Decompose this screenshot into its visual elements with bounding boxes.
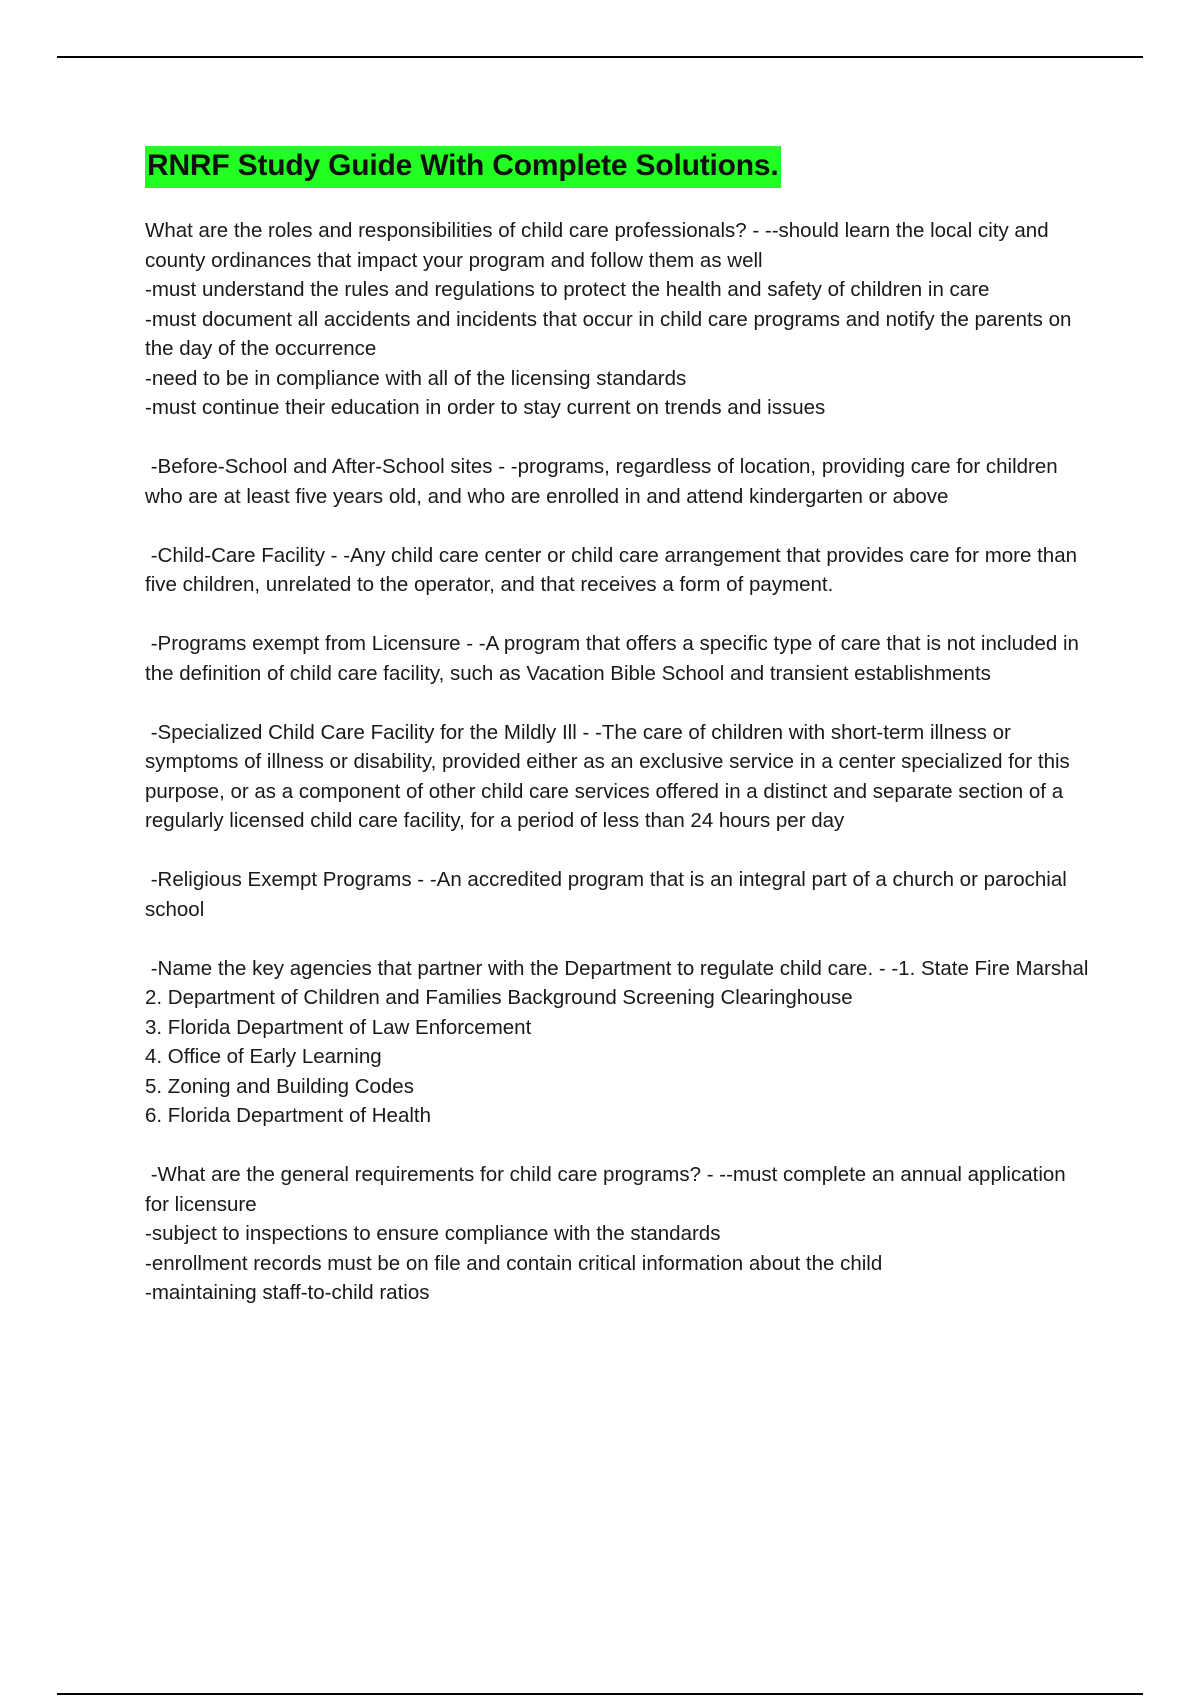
qa-block-exempt-programs: [145, 629, 1095, 688]
text-line: -must continue their education in order to stay current on trends and issues: [145, 396, 826, 419]
qa-block-general-requirements: [145, 1160, 1095, 1308]
list-item: 3. Florida Department of Law Enforcement: [145, 1015, 532, 1039]
text-line: -must document all accidents and incidents that occur in child care programs and notify the parents on the day of the occurrence: [145, 307, 1078, 360]
text-line: -Religious Exempt Programs - -An accredited program that is an integral part of a church or parochial school: [145, 868, 1073, 921]
text-line: -need to be in compliance with all of the licensing standards: [145, 366, 687, 390]
qa-block-mildly-ill: [145, 718, 1095, 836]
text-line: What are the roles and responsibilities of child care professionals? - --should learn the local city and county ordinances that impact your program and follow them as well: [145, 219, 1055, 272]
text-line: -maintaining staff-to-child ratios: [145, 1281, 430, 1304]
list-item: 2. Department of Children and Families Background Screening Clearinghouse: [145, 986, 853, 1009]
qa-block-before-after-school: [145, 452, 1095, 511]
text-line: -Programs exempt from Licensure - -A program that offers a specific type of care that is not included in the definition of child care facility, such as Vacation Bible School and transient establishments: [145, 632, 1085, 685]
text-line: -Name the key agencies that partner with the Department to regulate child care. - -1. State Fire Marshal: [145, 956, 1089, 980]
text-line: -Before-School and After-School sites - -programs, regardless of location, providing care for children who are at least five years old, and who are enrolled in and attend kindergarten or above: [145, 455, 1064, 508]
top-rule: [57, 56, 1143, 58]
qa-block-key-agencies: [145, 954, 1095, 1131]
list-item: 5. Zoning and Building Codes: [145, 1074, 414, 1098]
list-item: 4. Office of Early Learning: [145, 1045, 382, 1068]
bottom-rule: [57, 1693, 1143, 1695]
qa-block-religious-exempt: [145, 865, 1095, 924]
list-item: 6. Florida Department of Health: [145, 1104, 431, 1127]
text-line: -subject to inspections to ensure compliance with the standards: [145, 1222, 721, 1245]
document-page: [145, 146, 1095, 1337]
document-title: RNRF Study Guide With Complete Solutions.: [145, 146, 781, 188]
text-line: -What are the general requirements for child care programs? - --must complete an annual application for licensure: [145, 1163, 1072, 1216]
qa-block-roles: [145, 216, 1095, 423]
text-line: -must understand the rules and regulations to protect the health and safety of children in care: [145, 278, 990, 301]
text-line: -enrollment records must be on file and contain critical information about the child: [145, 1251, 883, 1275]
text-line: -Child-Care Facility - -Any child care center or child care arrangement that provides care for more than five children, unrelated to the operator, and that receives a form of payment.: [145, 543, 1083, 596]
text-line: -Specialized Child Care Facility for the Mildly Ill - -The care of children with short-term illness or symptoms of illness or disability, provided either as an exclusive service in a center specialized for this purpose, or as a component of other child care services offered in a distinct and separate section of a regularly licensed child care facility, for a period of less than 24 hours per day: [145, 720, 1076, 832]
document-body: [145, 216, 1095, 1308]
qa-block-child-care-facility: [145, 541, 1095, 600]
